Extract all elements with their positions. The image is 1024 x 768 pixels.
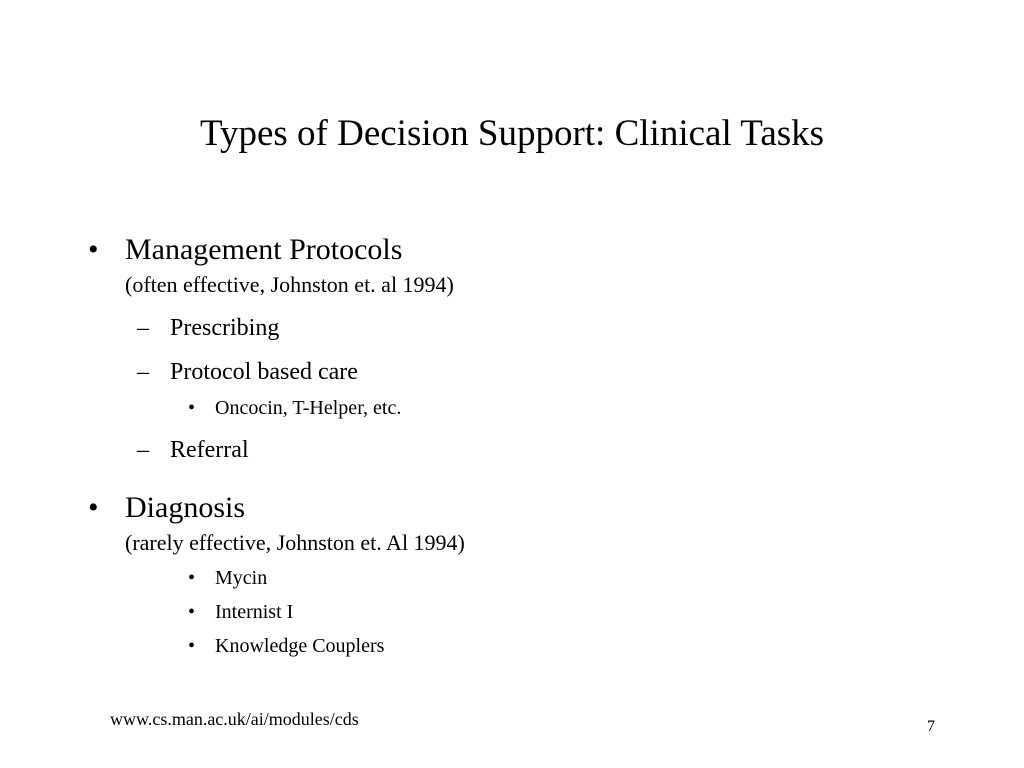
bullet-icon: •	[188, 601, 196, 623]
section-note-diagnosis: (rarely effective, Johnston et. Al 1994)	[125, 530, 465, 555]
list-item-oncocin: Oncocin, T-Helper, etc.	[215, 397, 402, 419]
list-item-mycin: Mycin	[215, 567, 268, 589]
section-note-management-protocols: (often effective, Johnston et. al 1994)	[125, 272, 454, 297]
bullet-icon: •	[188, 397, 196, 419]
footer-url: www.cs.man.ac.uk/ai/modules/cds	[110, 709, 359, 729]
dash-icon: –	[137, 437, 149, 463]
subitem-protocol-based-care: Protocol based care	[170, 359, 358, 385]
dash-icon: –	[137, 315, 149, 341]
slide-title: Types of Decision Support: Clinical Tasks	[199, 113, 825, 154]
list-item-internist: Internist I	[215, 601, 294, 623]
section-heading-diagnosis: Diagnosis	[125, 491, 245, 524]
bullet-icon: •	[188, 635, 196, 657]
bullet-icon: •	[88, 491, 99, 524]
subitem-referral: Referral	[170, 437, 249, 463]
subitem-prescribing: Prescribing	[170, 315, 280, 341]
page-number: 7	[927, 718, 935, 735]
bullet-icon: •	[188, 567, 196, 589]
section-heading-management-protocols: Management Protocols	[125, 233, 403, 266]
list-item-knowledge-couplers: Knowledge Couplers	[215, 635, 385, 657]
dash-icon: –	[137, 359, 149, 385]
bullet-icon: •	[88, 233, 99, 266]
